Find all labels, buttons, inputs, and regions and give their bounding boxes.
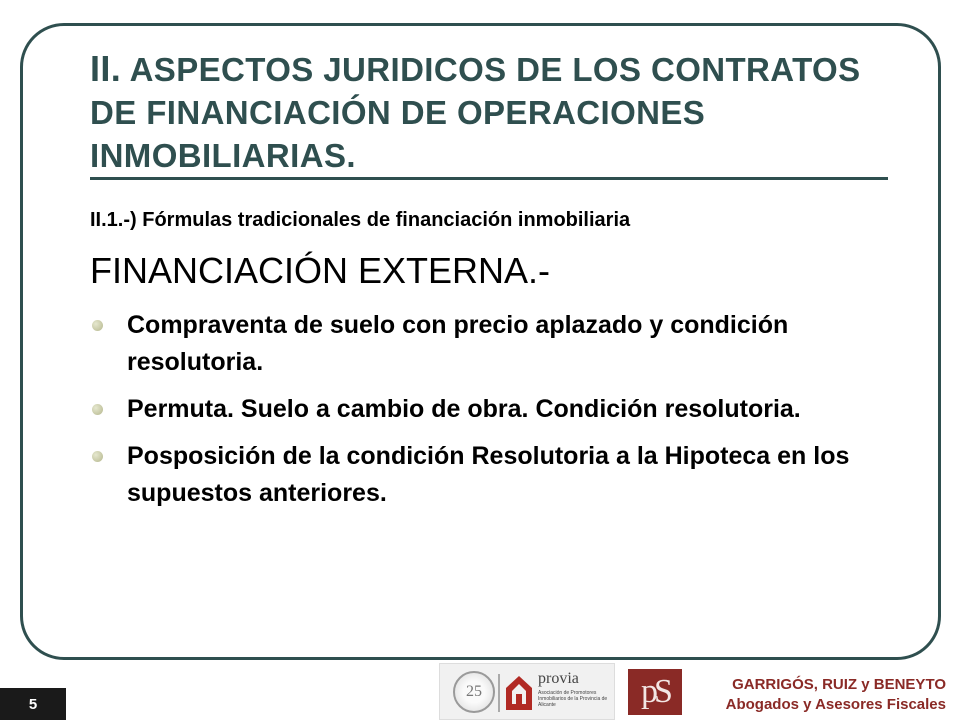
title-roman: II. (90, 48, 122, 89)
title-text: ASPECTOS JURIDICOS DE LOS CONTRATOS DE FINANCIACIÓN DE OPERACIONES INMOBILIARIAS. (90, 51, 861, 174)
bullet-item (90, 307, 850, 381)
provia-name: provia (538, 670, 579, 687)
title-divider (90, 177, 888, 180)
section-heading: FINANCIACIÓN EXTERNA.- (90, 250, 551, 291)
bullet-dot-icon (92, 451, 103, 462)
bullet-dot-icon (92, 320, 103, 331)
bullet-list (90, 307, 850, 522)
bullet-dot-icon (92, 404, 103, 415)
slide-title (90, 47, 890, 177)
bullet-text: Posposición de la condición Resolutoria a la Hipoteca en los supuestos anteriores. (127, 442, 850, 507)
firm-subtitle: Abogados y Asesores Fiscales (725, 696, 946, 713)
provia-house-icon (504, 674, 534, 712)
page-number: 5 (0, 688, 66, 720)
logo-divider (498, 674, 500, 712)
bullet-text: Compraventa de suelo con precio aplazado y condición resolutoria. (127, 311, 789, 376)
bullet-item (90, 391, 850, 428)
provia-logo (439, 663, 615, 720)
bullet-text: Permuta. Suelo a cambio de obra. Condición resolutoria. (127, 395, 801, 423)
anniversary-seal-icon: 25 (453, 671, 495, 713)
bullet-item (90, 438, 850, 512)
section-subtitle: II.1.-) Fórmulas tradicionales de financiación inmobiliaria (90, 209, 631, 231)
ps-logo-icon: pS (628, 669, 682, 715)
firm-name: GARRIGÓS, RUIZ y BENEYTO (732, 676, 946, 693)
provia-description: Asociación de Promotores Inmobiliarios de la Provincia de Alicante (538, 690, 608, 708)
